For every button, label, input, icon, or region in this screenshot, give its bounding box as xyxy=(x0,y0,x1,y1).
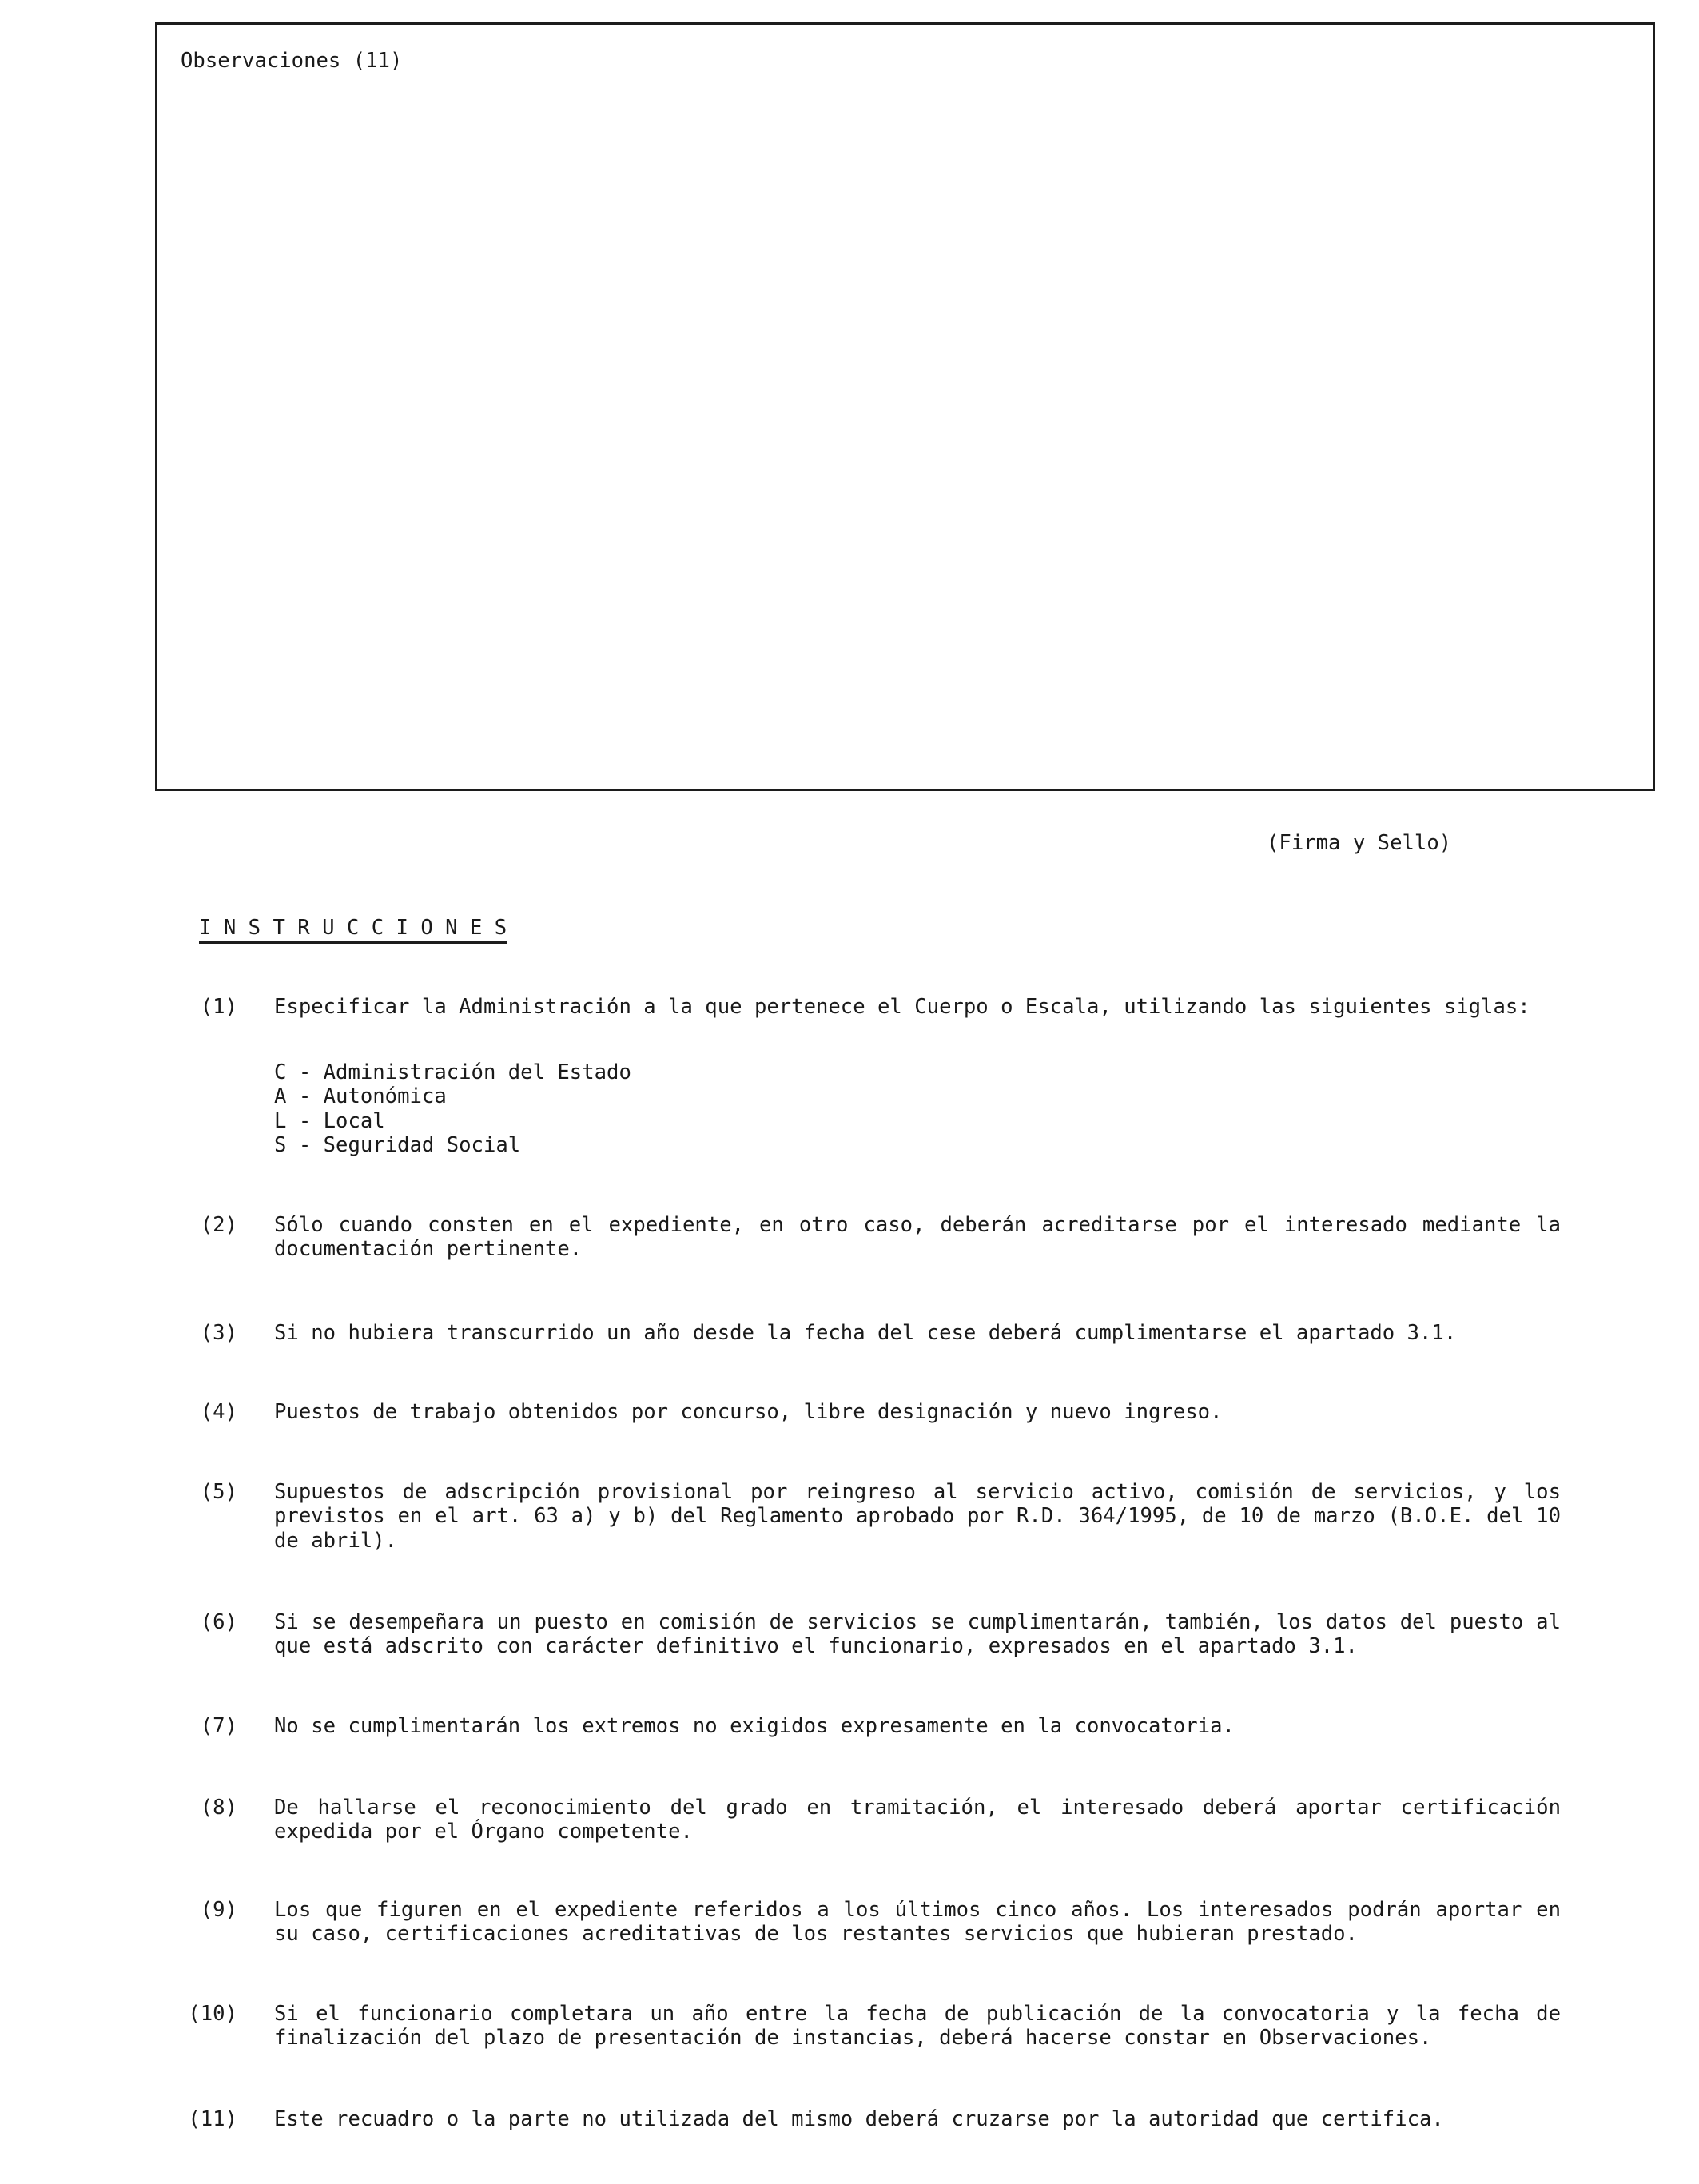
instruction-text: De hallarse el reconocimiento del grado en tramitación, el interesado deberá aportar certificación expedida por el Órgano competente. xyxy=(274,1796,1561,1844)
instruction-number: (8) xyxy=(200,1796,237,1820)
instruction-number: (11) xyxy=(188,2107,237,2131)
instruction-number: (10) xyxy=(188,2002,237,2026)
instruction-number: (2) xyxy=(200,1213,237,1237)
instruction-text: Puestos de trabajo obtenidos por concurso, libre designación y nuevo ingreso. xyxy=(274,1400,1223,1424)
instruction-number: (1) xyxy=(200,995,237,1019)
instruction-text: No se cumplimentarán los extremos no exigidos expresamente en la convocatoria. xyxy=(274,1714,1235,1738)
sigla-item: A - Autonómica xyxy=(274,1084,447,1109)
firma-sello-label: (Firma y Sello) xyxy=(1267,831,1452,855)
instruction-number: (6) xyxy=(200,1610,237,1634)
instruction-text: Si no hubiera transcurrido un año desde la fecha del cese deberá cumplimentarse el apartado 3.1. xyxy=(274,1321,1457,1345)
observaciones-label: Observaciones (11) xyxy=(181,49,403,73)
instruction-text: Si el funcionario completara un año entre la fecha de publicación de la convocatoria y la fecha de finalización del plazo de presentación de instancias, deberá hacerse constar en Observaciones. xyxy=(274,2002,1561,2051)
instruction-number: (3) xyxy=(200,1321,237,1345)
instruction-number: (9) xyxy=(200,1898,237,1922)
sigla-item: L - Local xyxy=(274,1108,385,1133)
siglas-list xyxy=(274,1060,631,1158)
instruction-text: Especificar la Administración a la que pertenece el Cuerpo o Escala, utilizando las siguientes siglas: xyxy=(274,995,1530,1019)
instruction-text: Si se desempeñara un puesto en comisión de servicios se cumplimentarán, también, los datos del puesto al que está adscrito con carácter definitivo el funcionario, expresados en el apartado 3.1. xyxy=(274,1610,1561,1659)
sigla-item: S - Seguridad Social xyxy=(274,1133,521,1158)
instruction-text: Los que figuren en el expediente referidos a los últimos cinco años. Los interesados podrán aportar en su caso, certificaciones acreditativas de los restantes servicios que hubieran prestado. xyxy=(274,1898,1561,1947)
instructions-heading: I N S T R U C C I O N E S xyxy=(199,916,507,944)
instruction-number: (5) xyxy=(200,1480,237,1504)
sigla-item: C - Administración del Estado xyxy=(274,1060,631,1084)
observaciones-box xyxy=(155,22,1655,791)
instruction-number: (4) xyxy=(200,1400,237,1424)
instruction-text: Sólo cuando consten en el expediente, en otro caso, deberán acreditarse por el interesado mediante la documentación pertinente. xyxy=(274,1213,1561,1262)
instruction-text: Supuestos de adscripción provisional por reingreso al servicio activo, comisión de servicios, y los previstos en el art. 63 a) y b) del Reglamento aprobado por R.D. 364/1995, de 10 de marzo (B.O.E. del 10 de abril). xyxy=(274,1480,1561,1553)
instruction-text: Este recuadro o la parte no utilizada del mismo deberá cruzarse por la autoridad que certifica. xyxy=(274,2107,1444,2131)
instruction-number: (7) xyxy=(200,1714,237,1738)
